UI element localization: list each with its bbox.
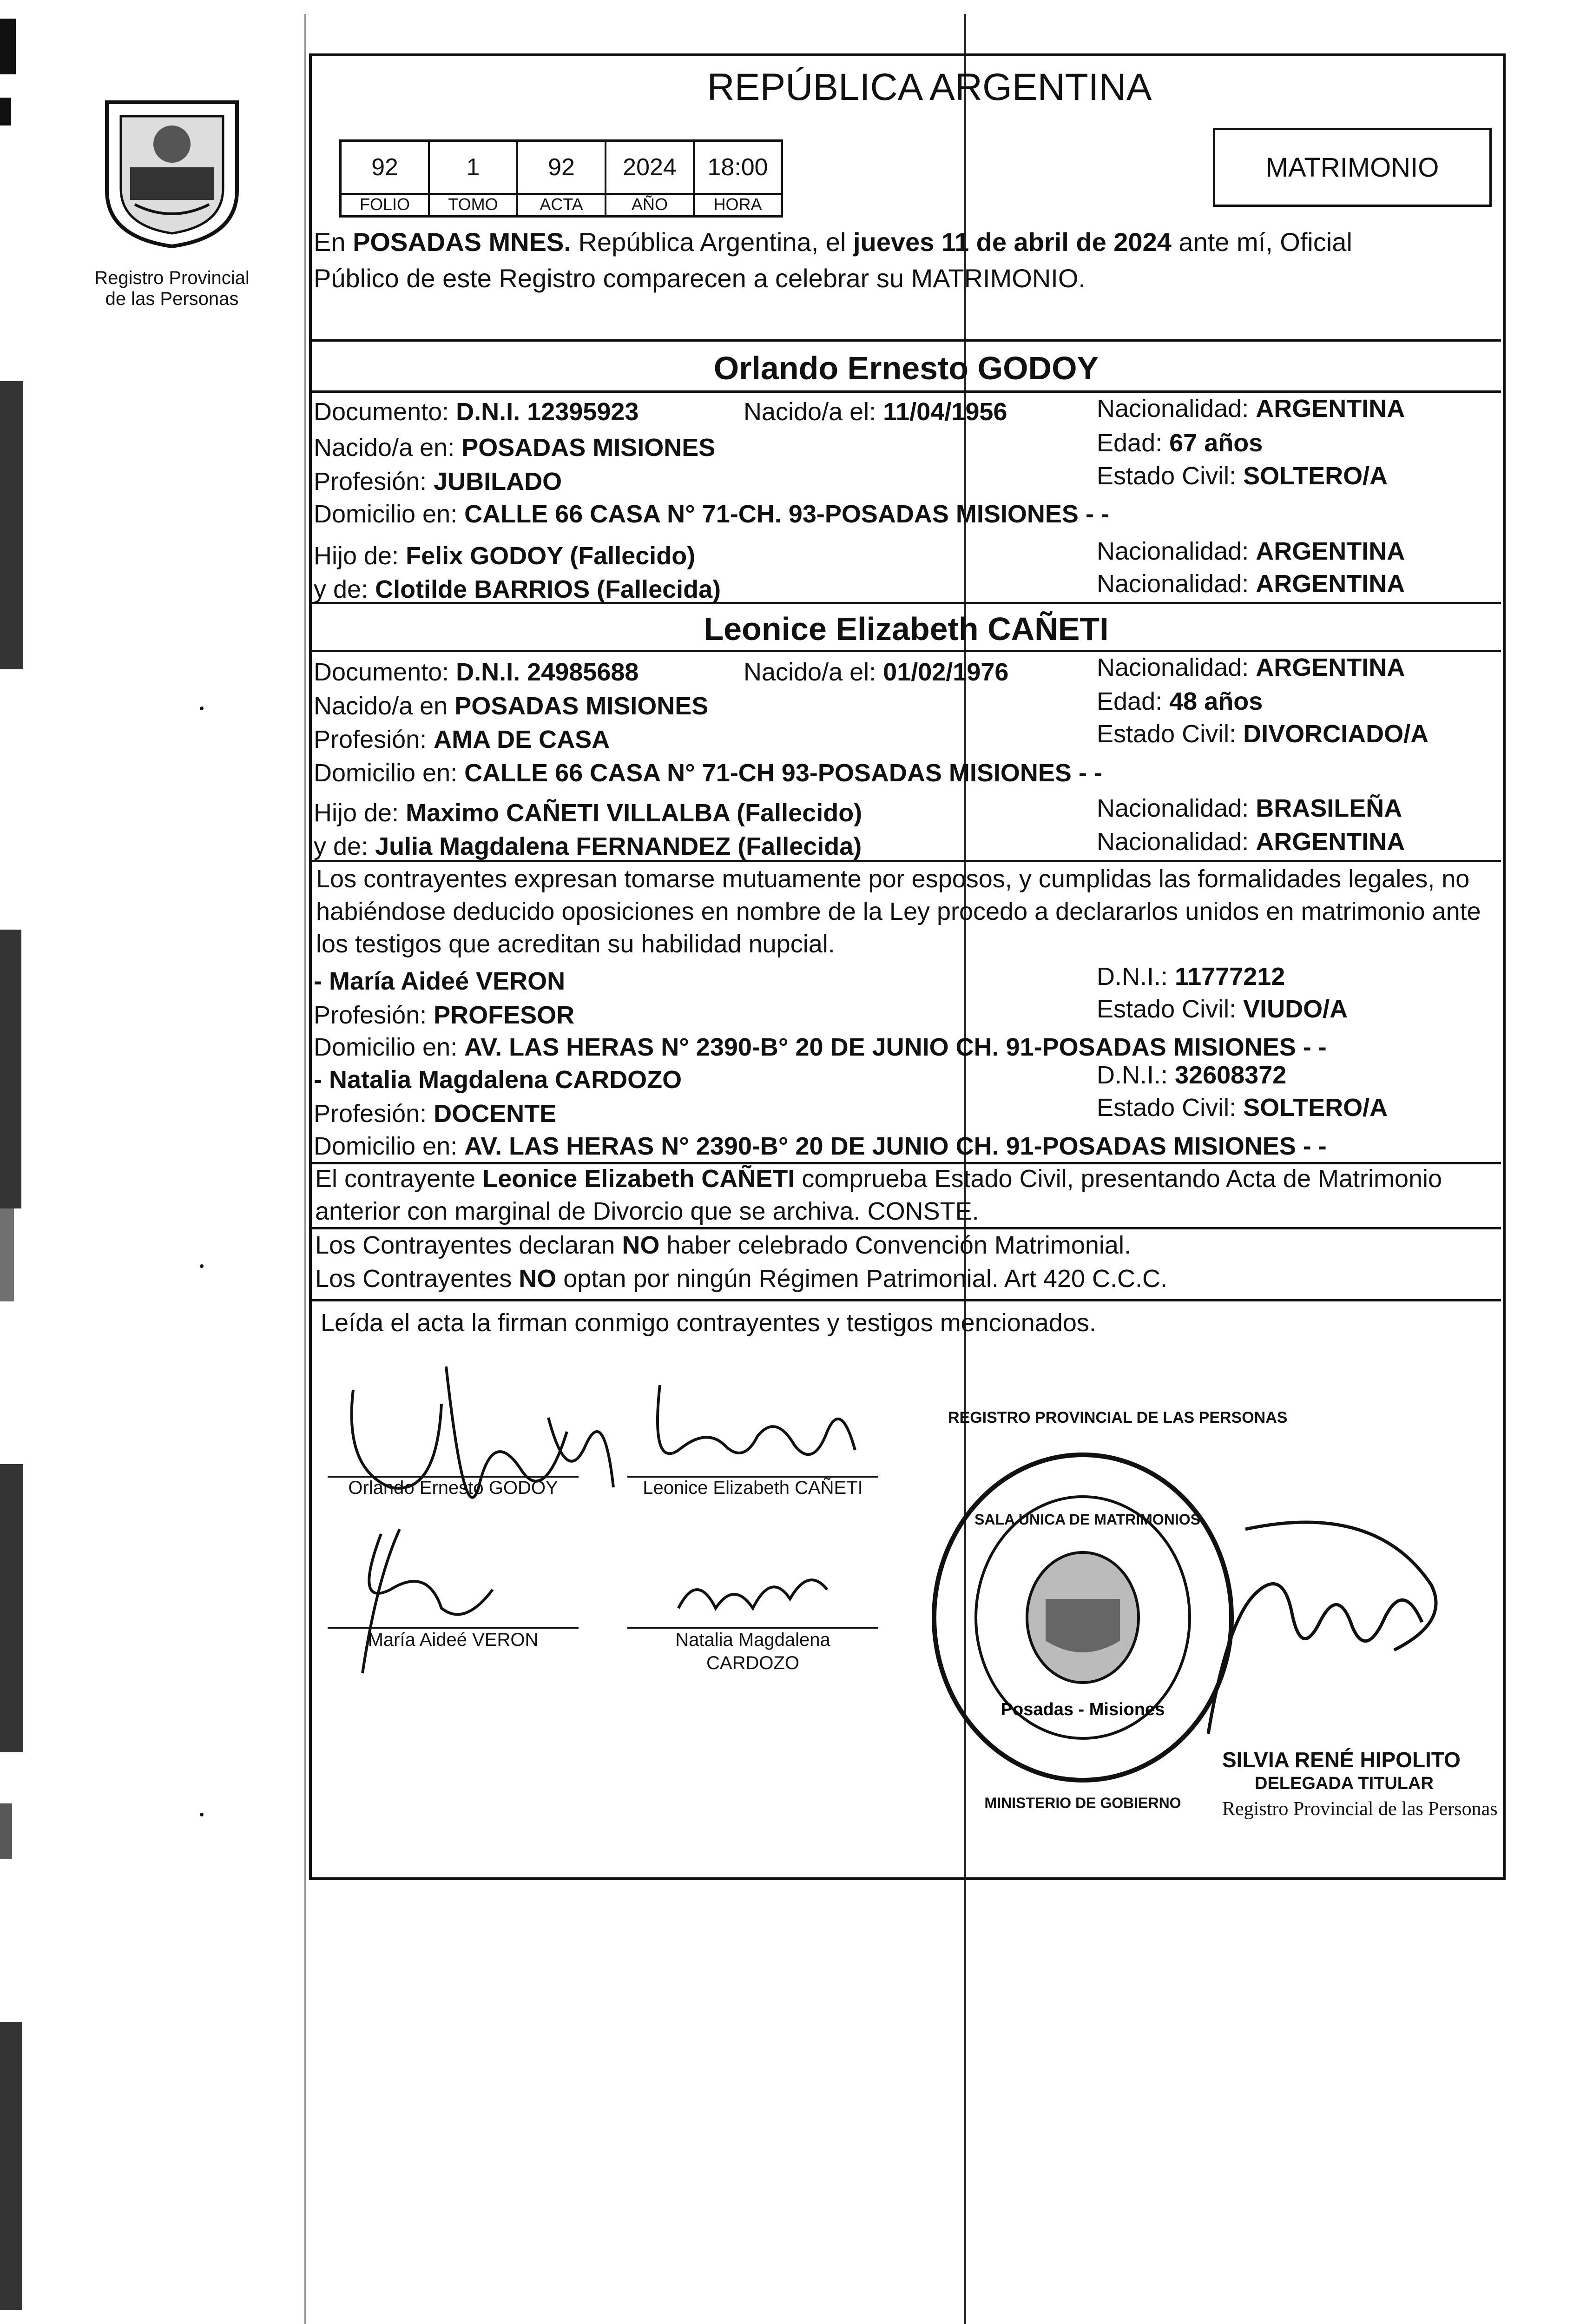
witness1-name xyxy=(314,967,565,996)
label: Domicilio en: xyxy=(314,500,465,528)
stamp-city: Posadas - Misiones xyxy=(1001,1700,1165,1719)
value: ARGENTINA xyxy=(1256,570,1405,598)
scan-dot xyxy=(200,1264,204,1268)
witness1-profession xyxy=(314,1001,574,1030)
value: 32608372 xyxy=(1175,1061,1287,1089)
label: Nacido/a en xyxy=(314,692,455,720)
value: ARGENTINA xyxy=(1256,537,1405,565)
declaration-line3: los testigos que acreditan su habilidad nupcial. xyxy=(316,930,835,958)
value: POSADAS MISIONES xyxy=(454,692,709,720)
groom-civil-status xyxy=(1097,462,1388,490)
declaration-line1: Los contrayentes expresan tomarse mutuamente por esposos, y cumplidas las formalidades legales, no xyxy=(316,865,1470,893)
bride-name: Leonice Elizabeth CAÑETI xyxy=(704,611,1109,647)
value: JUBILADO xyxy=(434,468,562,495)
value: Felix GODOY (Fallecido) xyxy=(406,542,696,570)
divider xyxy=(311,339,1501,342)
value: Leonice Elizabeth CAÑETI xyxy=(482,1165,795,1193)
value: 11777212 xyxy=(1175,963,1285,990)
value: VIUDO/A xyxy=(1243,995,1348,1023)
witness2-signature-label-line1: Natalia Magdalena xyxy=(675,1630,830,1650)
label: D.N.I.: xyxy=(1097,1061,1175,1089)
intro-line2: Público de este Registro comparecen a celebrar su MATRIMONIO. xyxy=(314,264,1086,293)
label: D.N.I.: xyxy=(1097,963,1175,990)
intro-date: jueves 11 de abril de 2024 xyxy=(853,227,1172,257)
official-name: SILVIA RENÉ HIPOLITO xyxy=(1222,1748,1461,1772)
label: Profesión: xyxy=(314,1100,434,1128)
value: Clotilde BARRIOS (Fallecida) xyxy=(375,575,721,603)
record-table xyxy=(339,139,783,218)
hour-value: 18:00 xyxy=(707,154,768,181)
official-office: Registro Provincial de las Personas xyxy=(1222,1798,1498,1820)
scan-mark xyxy=(0,19,16,74)
label: Documento: xyxy=(314,398,456,426)
groom-age xyxy=(1097,429,1263,457)
value: 67 años xyxy=(1169,429,1263,457)
label: Nacionalidad: xyxy=(1097,537,1256,565)
value: CALLE 66 CASA N° 71-CH. 93-POSADAS MISIONES - - xyxy=(464,500,1109,528)
signature-line xyxy=(328,1627,579,1629)
scan-mark xyxy=(0,1208,14,1301)
text: Los Contrayentes xyxy=(315,1265,519,1293)
value: AV. LAS HERAS N° 2390-B° 20 DE JUNIO CH. 91-POSADAS MISIONES - - xyxy=(464,1132,1327,1160)
declaration-line2: habiéndose deducido oposiciones en nombre de la Ley procedo a declararlos unidos en matrimonio ante xyxy=(316,898,1481,925)
value: NO xyxy=(519,1265,557,1293)
label: Nacionalidad: xyxy=(1097,828,1256,856)
label: Hijo de: xyxy=(314,542,406,570)
label: Domicilio en: xyxy=(314,759,465,787)
registry-name-line2: de las Personas xyxy=(105,289,239,309)
label: Edad: xyxy=(1097,687,1170,715)
label: Domicilio en: xyxy=(314,1033,465,1061)
value: SOLTERO/A xyxy=(1243,1094,1388,1122)
groom-doc xyxy=(314,397,639,426)
value: AMA DE CASA xyxy=(434,726,610,753)
official-signature-stroke xyxy=(1208,1522,1436,1734)
value: PROFESOR xyxy=(434,1001,575,1029)
registry-seal-icon xyxy=(93,84,251,251)
label: Estado Civil: xyxy=(1097,1094,1244,1122)
bride-nationality xyxy=(1097,653,1405,682)
value: Julia Magdalena FERNANDEZ (Fallecida) xyxy=(375,832,862,860)
intro-post: ante mí, Oficial xyxy=(1171,227,1352,257)
value: Maximo CAÑETI VILLALBA (Fallecido) xyxy=(406,799,862,827)
label: Domicilio en: xyxy=(314,1132,465,1160)
label: Nacionalidad: xyxy=(1097,395,1256,423)
groom-father-nationality xyxy=(1097,537,1405,566)
stamp-ring-text: REGISTRO PROVINCIAL DE LAS PERSONAS xyxy=(948,1409,1288,1426)
groom-father xyxy=(314,541,695,570)
witness1-address xyxy=(314,1033,1327,1062)
groom-born xyxy=(744,397,1007,426)
divider xyxy=(311,1227,1501,1229)
bride-mother-nationality xyxy=(1097,827,1405,856)
label: Nacionalidad: xyxy=(1097,794,1256,822)
stamp-lower-text: MINISTERIO DE GOBIERNO xyxy=(984,1795,1181,1811)
stamp-shield-icon xyxy=(1046,1599,1120,1652)
value: 48 años xyxy=(1169,687,1263,715)
civil-status-note-line1 xyxy=(315,1164,1442,1193)
tomo-label: TOMO xyxy=(430,194,518,215)
groom-birthplace xyxy=(314,433,715,462)
label: Profesión: xyxy=(314,726,434,753)
label: Estado Civil: xyxy=(1097,462,1244,490)
witness1-dni xyxy=(1097,962,1285,991)
signature-line xyxy=(627,1627,878,1629)
doc-type: MATRIMONIO xyxy=(1265,152,1439,183)
witness1-signature-label: María Aideé VERON xyxy=(368,1630,539,1650)
label: Estado Civil: xyxy=(1097,720,1244,748)
bride-born xyxy=(744,658,1008,687)
bride-age xyxy=(1097,687,1263,716)
label: Nacido/a en: xyxy=(314,434,462,462)
prefix: - xyxy=(314,1066,329,1094)
witness2-signature-label-line2: CARDOZO xyxy=(706,1653,799,1673)
value: ARGENTINA xyxy=(1256,654,1405,681)
label: Documento: xyxy=(314,658,456,686)
bride-address xyxy=(314,759,1102,787)
scan-mark xyxy=(0,1464,23,1752)
witness2-dni xyxy=(1097,1061,1286,1089)
groom-nationality xyxy=(1097,394,1405,423)
year-label: AÑO xyxy=(606,194,695,215)
bride-father-nationality xyxy=(1097,794,1402,823)
value: DIVORCIADO/A xyxy=(1243,720,1429,748)
groom-name: Orlando Ernesto GODOY xyxy=(713,350,1099,386)
witness1-civil-status xyxy=(1097,995,1348,1023)
acta-value: 92 xyxy=(518,142,606,193)
label: y de: xyxy=(314,575,375,603)
label: Estado Civil: xyxy=(1097,995,1244,1023)
text: El contrayente xyxy=(315,1165,483,1193)
value: AV. LAS HERAS N° 2390-B° 20 DE JUNIO CH. 91-POSADAS MISIONES - - xyxy=(464,1033,1327,1061)
scan-mark xyxy=(0,381,23,669)
tomo-value: 1 xyxy=(430,142,518,193)
bride-father xyxy=(314,799,862,827)
closing-statement: Leída el acta la firman conmigo contrayentes y testigos mencionados. xyxy=(321,1309,1096,1337)
prefix: - xyxy=(314,967,329,995)
bride-doc xyxy=(314,658,639,687)
label: Nacionalidad: xyxy=(1097,654,1256,681)
groom-profession xyxy=(314,467,562,496)
regime-note xyxy=(315,1264,1167,1293)
year-value: 2024 xyxy=(606,142,695,193)
witness2-profession xyxy=(314,1099,556,1128)
label: Profesión: xyxy=(314,1001,434,1029)
label: Profesión: xyxy=(314,468,434,495)
bride-birthplace xyxy=(314,692,708,720)
intro-pre: En xyxy=(314,227,353,257)
official-signature xyxy=(1190,1511,1450,1752)
value: NO xyxy=(622,1231,660,1259)
value: CALLE 66 CASA N° 71-CH 93-POSADAS MISIONES - - xyxy=(464,759,1102,787)
value: SOLTERO/A xyxy=(1243,462,1388,490)
value: Natalia Magdalena CARDOZO xyxy=(329,1066,682,1094)
civil-status-note-line2: anterior con marginal de Divorcio que se archiva. CONSTE. xyxy=(315,1197,979,1225)
groom-signature-label: Orlando Ernesto GODOY xyxy=(348,1478,558,1498)
intro-line1 xyxy=(314,228,1352,257)
groom-address xyxy=(314,500,1109,528)
value: 11/04/1956 xyxy=(883,398,1007,426)
scan-mark xyxy=(0,2022,22,2310)
value: DOCENTE xyxy=(434,1100,557,1128)
divider xyxy=(311,650,1501,652)
witness2-name xyxy=(314,1065,682,1094)
text: haber celebrado Convención Matrimonial. xyxy=(659,1231,1131,1259)
divider xyxy=(311,390,1501,393)
groom-mother xyxy=(314,575,721,604)
bride-profession xyxy=(314,725,610,754)
scan-line xyxy=(304,14,306,2324)
divider xyxy=(311,1299,1501,1301)
bride-mother xyxy=(314,832,862,861)
acta-label: ACTA xyxy=(518,194,606,215)
scan-mark xyxy=(0,1803,12,1859)
scan-mark xyxy=(0,98,11,125)
label: Edad: xyxy=(1097,429,1170,457)
scan-dot xyxy=(200,706,204,710)
divider xyxy=(311,602,1501,604)
label: Nacido/a el: xyxy=(744,398,883,426)
intro-place: POSADAS MNES. xyxy=(353,227,571,257)
label: Hijo de: xyxy=(314,799,406,827)
intro-mid: República Argentina, el xyxy=(571,227,853,257)
hour-label: HORA xyxy=(713,195,762,214)
text: comprueba Estado Civil, presentando Acta de Matrimonio xyxy=(795,1165,1442,1193)
text: optan por ningún Régimen Patrimonial. Art 420 C.C.C. xyxy=(556,1265,1167,1293)
convention-note xyxy=(315,1231,1131,1260)
scan-mark xyxy=(0,930,21,1208)
value: BRASILEÑA xyxy=(1256,794,1402,822)
label: y de: xyxy=(314,832,375,860)
bride-signature-label: Leonice Elizabeth CAÑETI xyxy=(643,1478,863,1498)
scan-dot xyxy=(200,1813,204,1816)
label: Nacido/a el: xyxy=(744,658,883,686)
value: D.N.I. 12395923 xyxy=(456,398,639,426)
value: ARGENTINA xyxy=(1256,395,1405,423)
label: Nacionalidad: xyxy=(1097,570,1256,598)
witness1-signature-stroke xyxy=(362,1529,493,1673)
official-role: DELEGADA TITULAR xyxy=(1255,1774,1434,1793)
witness2-civil-status xyxy=(1097,1093,1388,1122)
doc-type-box xyxy=(1213,128,1492,207)
value: 01/02/1976 xyxy=(883,658,1009,686)
value: D.N.I. 24985688 xyxy=(456,658,639,686)
value: ARGENTINA xyxy=(1256,828,1405,856)
value: POSADAS MISIONES xyxy=(461,434,716,462)
groom-mother-nationality xyxy=(1097,569,1405,598)
text: Los Contrayentes declaran xyxy=(315,1231,622,1259)
bride-civil-status xyxy=(1097,720,1429,748)
value: María Aideé VERON xyxy=(329,967,566,995)
folio-value: 92 xyxy=(342,142,430,193)
witness2-address xyxy=(314,1132,1327,1161)
bride-signature-stroke xyxy=(658,1385,855,1454)
witness2-signature-stroke xyxy=(678,1580,827,1608)
folio-label: FOLIO xyxy=(342,194,430,215)
stamp-inner-text: SALA UNICA DE MATRIMONIOS xyxy=(974,1511,1200,1528)
registry-name-line1: Registro Provincial xyxy=(94,268,250,288)
country-title: REPÚBLICA ARGENTINA xyxy=(707,66,1152,108)
registry-seal xyxy=(93,84,251,251)
